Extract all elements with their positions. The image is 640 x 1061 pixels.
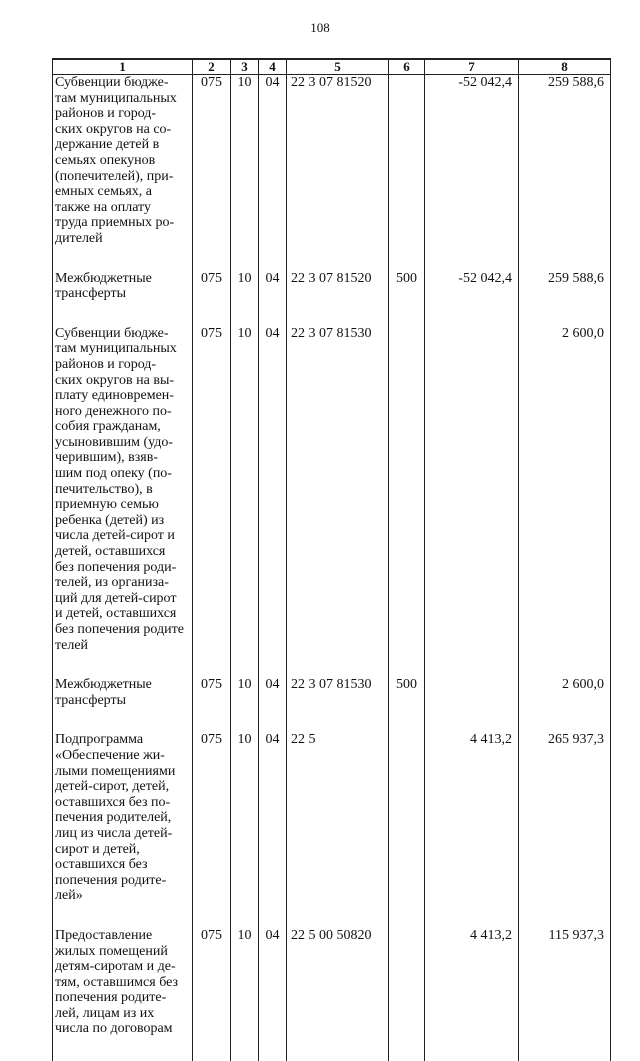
row-name-line: также на оплату xyxy=(55,200,189,216)
row-expense-type-cell: 500 xyxy=(389,271,425,326)
table-body xyxy=(53,75,611,1061)
row-name-line: числа по договорам xyxy=(55,1021,189,1037)
row-name-line: Межбюджетные xyxy=(55,271,189,287)
row-total-amount-cell: 115 937,3 xyxy=(519,928,611,1061)
column-header-7: 7 xyxy=(425,59,519,75)
table-row xyxy=(53,928,611,1061)
row-name-cell xyxy=(53,326,193,677)
row-name-line: районов и город- xyxy=(55,106,189,122)
row-name-line: (попечителей), при- xyxy=(55,169,189,185)
row-name-line: числа детей-сирот и xyxy=(55,528,189,544)
row-change-amount-cell xyxy=(425,677,519,732)
budget-table xyxy=(52,58,611,1061)
row-name-line: оставшихся без по- xyxy=(55,795,189,811)
row-ved-cell: 075 xyxy=(193,75,231,271)
row-name-line: без попечения роди- xyxy=(55,560,189,576)
row-name-line: печения родителей, xyxy=(55,810,189,826)
row-name-line: тям, оставшимся без xyxy=(55,975,189,991)
row-name-line: черившим), взяв- xyxy=(55,450,189,466)
row-target-article-cell: 22 3 07 81530 xyxy=(287,326,389,677)
row-change-amount-cell xyxy=(425,326,519,677)
row-expense-type-cell xyxy=(389,732,425,928)
row-change-amount-cell: 4 413,2 xyxy=(425,928,519,1061)
row-name-line: ских округов на вы- xyxy=(55,373,189,389)
column-header-5: 5 xyxy=(287,59,389,75)
row-subsection-cell: 04 xyxy=(259,677,287,732)
row-name-line: труда приемных ро- xyxy=(55,215,189,231)
row-total-amount-cell: 2 600,0 xyxy=(519,326,611,677)
row-ved-cell: 075 xyxy=(193,732,231,928)
row-ved-cell: 075 xyxy=(193,928,231,1061)
row-ved-cell: 075 xyxy=(193,326,231,677)
row-subsection-cell: 04 xyxy=(259,928,287,1061)
row-name-line: жилых помещений xyxy=(55,944,189,960)
row-name-line: телей, из организа- xyxy=(55,575,189,591)
row-name-line: «Обеспечение жи- xyxy=(55,748,189,764)
row-subsection-cell: 04 xyxy=(259,326,287,677)
row-name-line: Предоставление xyxy=(55,928,189,944)
row-name-cell xyxy=(53,928,193,1061)
row-name-line: дителей xyxy=(55,231,189,247)
row-name-line: шим под опеку (по- xyxy=(55,466,189,482)
row-name-line: усыновившим (удо- xyxy=(55,435,189,451)
row-name-line: оставшихся без xyxy=(55,857,189,873)
column-header-8: 8 xyxy=(519,59,611,75)
row-name-line: там муниципальных xyxy=(55,91,189,107)
row-name-line: емных семьях, а xyxy=(55,184,189,200)
row-total-amount-cell: 259 588,6 xyxy=(519,271,611,326)
row-name-line: детям-сиротам и де- xyxy=(55,959,189,975)
row-name-line: лей» xyxy=(55,888,189,904)
row-section-cell: 10 xyxy=(231,75,259,271)
row-name-line: детей-сирот, детей, xyxy=(55,779,189,795)
row-change-amount-cell: 4 413,2 xyxy=(425,732,519,928)
column-header-2: 2 xyxy=(193,59,231,75)
row-name-line: собия гражданам, xyxy=(55,419,189,435)
column-header-4: 4 xyxy=(259,59,287,75)
row-section-cell: 10 xyxy=(231,677,259,732)
row-name-line: сирот и детей, xyxy=(55,842,189,858)
column-header-1: 1 xyxy=(53,59,193,75)
row-name-line: плату единовремен- xyxy=(55,388,189,404)
row-name-line: там муниципальных xyxy=(55,341,189,357)
row-name-cell xyxy=(53,271,193,326)
row-name-line: печительство), в xyxy=(55,482,189,498)
row-target-article-cell: 22 5 xyxy=(287,732,389,928)
row-name-line: ного денежного по- xyxy=(55,404,189,420)
row-subsection-cell: 04 xyxy=(259,75,287,271)
row-name-line: попечения родите- xyxy=(55,990,189,1006)
row-name-line: и детей, оставшихся xyxy=(55,606,189,622)
row-expense-type-cell: 500 xyxy=(389,677,425,732)
row-name-line: попечения родите- xyxy=(55,873,189,889)
row-name-line: Подпрограмма xyxy=(55,732,189,748)
row-name-line: лыми помещениями xyxy=(55,764,189,780)
row-name-line: трансферты xyxy=(55,693,189,709)
row-name-line: без попечения родите xyxy=(55,622,189,638)
column-header-3: 3 xyxy=(231,59,259,75)
row-total-amount-cell: 259 588,6 xyxy=(519,75,611,271)
row-target-article-cell: 22 3 07 81530 xyxy=(287,677,389,732)
row-total-amount-cell: 2 600,0 xyxy=(519,677,611,732)
row-name-line: ребенка (детей) из xyxy=(55,513,189,529)
row-section-cell: 10 xyxy=(231,326,259,677)
row-target-article-cell: 22 3 07 81520 xyxy=(287,271,389,326)
row-name-line: держание детей в xyxy=(55,137,189,153)
table-row xyxy=(53,326,611,677)
table-row xyxy=(53,75,611,271)
row-name-line: детей, оставшихся xyxy=(55,544,189,560)
row-target-article-cell: 22 3 07 81520 xyxy=(287,75,389,271)
row-name-line: телей xyxy=(55,638,189,654)
row-name-line: лиц из числа детей- xyxy=(55,826,189,842)
row-name-cell xyxy=(53,677,193,732)
row-name-line: лей, лицам из их xyxy=(55,1006,189,1022)
row-change-amount-cell: -52 042,4 xyxy=(425,271,519,326)
row-subsection-cell: 04 xyxy=(259,732,287,928)
row-name-line: Межбюджетные xyxy=(55,677,189,693)
row-ved-cell: 075 xyxy=(193,677,231,732)
page-number: 108 xyxy=(0,20,640,36)
row-target-article-cell: 22 5 00 50820 xyxy=(287,928,389,1061)
row-section-cell: 10 xyxy=(231,928,259,1061)
table-row xyxy=(53,271,611,326)
row-name-line: ций для детей-сирот xyxy=(55,591,189,607)
row-expense-type-cell xyxy=(389,928,425,1061)
row-section-cell: 10 xyxy=(231,732,259,928)
row-name-line: Субвенции бюдже- xyxy=(55,75,189,91)
row-name-line: ских округов на со- xyxy=(55,122,189,138)
row-ved-cell: 075 xyxy=(193,271,231,326)
row-expense-type-cell xyxy=(389,326,425,677)
row-name-cell xyxy=(53,732,193,928)
row-subsection-cell: 04 xyxy=(259,271,287,326)
row-change-amount-cell: -52 042,4 xyxy=(425,75,519,271)
row-total-amount-cell: 265 937,3 xyxy=(519,732,611,928)
row-expense-type-cell xyxy=(389,75,425,271)
budget-table-container xyxy=(52,58,610,850)
column-header-6: 6 xyxy=(389,59,425,75)
row-name-line: семьях опекунов xyxy=(55,153,189,169)
table-row xyxy=(53,677,611,732)
row-name-line: районов и город- xyxy=(55,357,189,373)
row-section-cell: 10 xyxy=(231,271,259,326)
row-name-line: трансферты xyxy=(55,286,189,302)
row-name-line: приемную семью xyxy=(55,497,189,513)
row-name-line: Субвенции бюдже- xyxy=(55,326,189,342)
table-row xyxy=(53,732,611,928)
table-header-row xyxy=(53,59,611,75)
row-name-cell xyxy=(53,75,193,271)
